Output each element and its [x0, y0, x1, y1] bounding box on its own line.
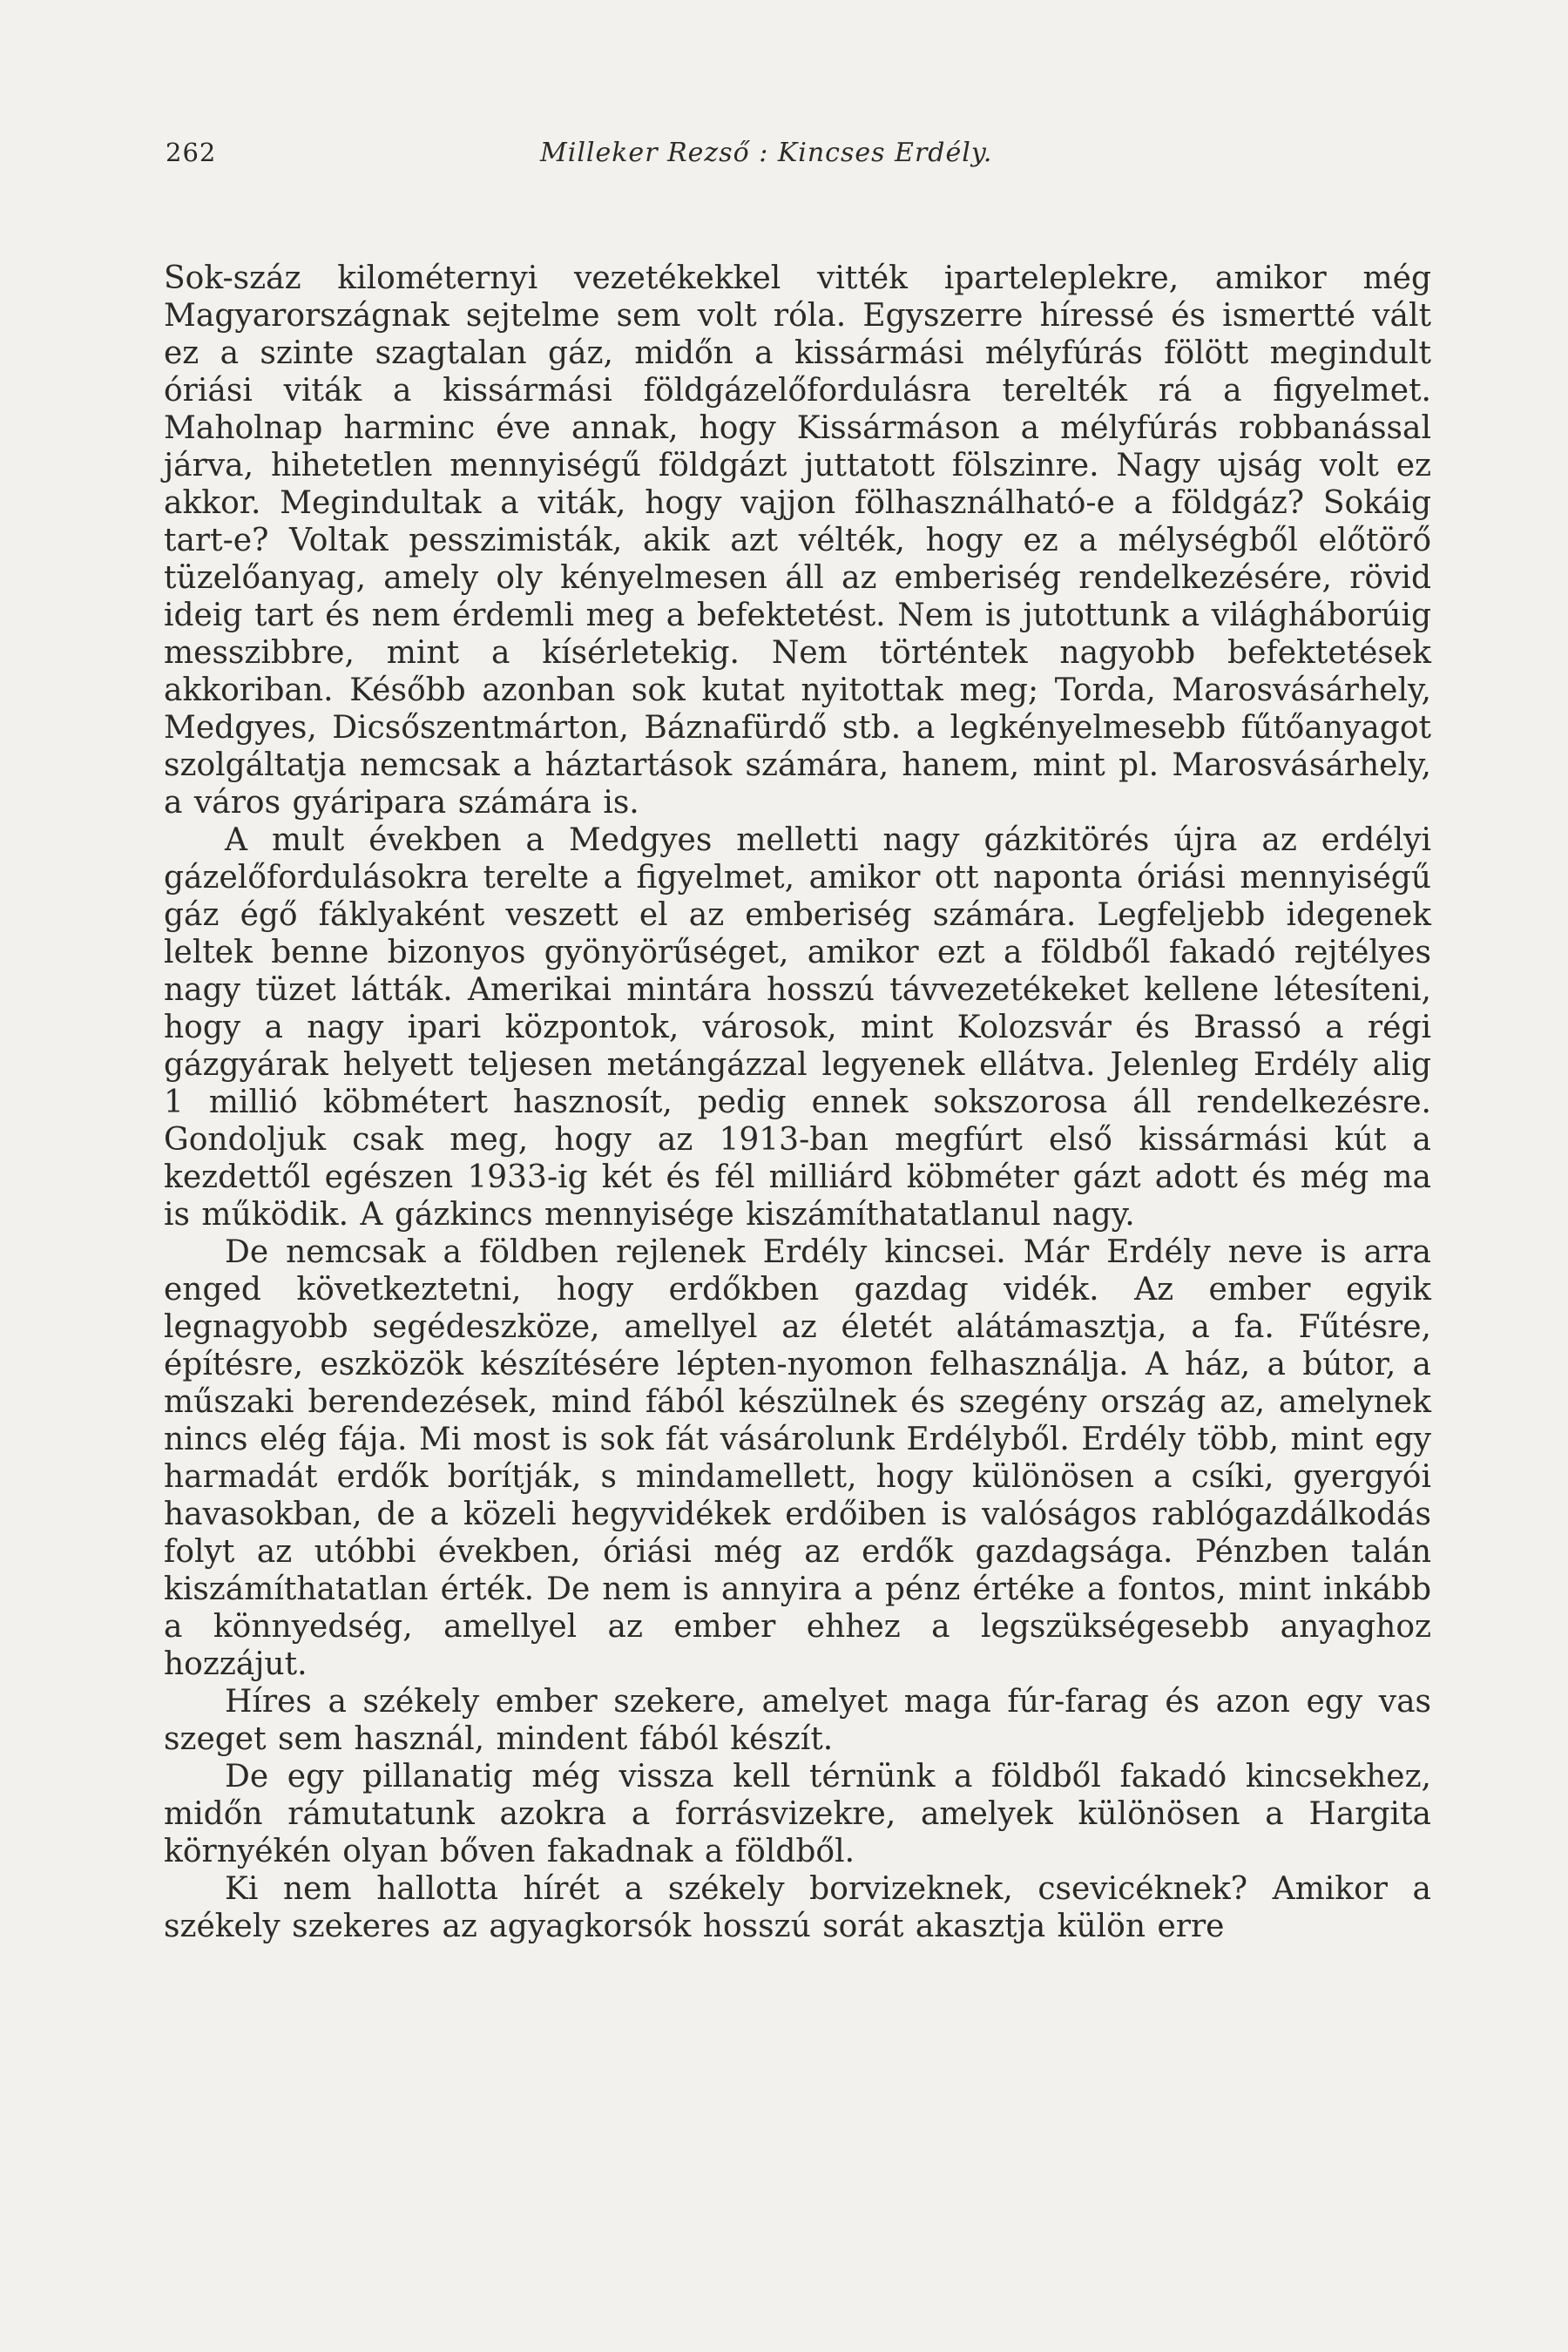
paragraph-5: De egy pillanatig még vissza kell térnünk a földből fakadó kincsekhez, midőn rámutatunk azokra a forrásvizekre, amelyek különösen a Hargita környékén olyan bőven fakadnak a földből.	[164, 1759, 1431, 1869]
page-header	[166, 138, 1437, 181]
running-title: Milleker Rezső : Kincses Erdély.	[540, 138, 993, 168]
paragraph-2: A mult években a Medgyes melletti nagy gázkitörés újra az erdélyi gázelőfordulásokra terelte a figyelmet, amikor ott naponta óriási mennyiségű gáz égő fáklyaként veszett el az emberiség számára. Legfeljebb idegenek leltek benne bizonyos gyönyörűséget, amikor ezt a földből fakadó rejtélyes nagy tüzet látták. Amerikai mintára hosszú távvezetékeket kellene létesíteni, hogy a nagy ipari központok, városok, mint Kolozsvár és Brassó a régi gázgyárak helyett teljesen metángázzal legyenek ellátva. Jelenleg Erdély alig 1 millió köbmétert hasznosít, pedig ennek sokszorosa áll rendelkezésre. Gondoljuk csak meg, hogy az 1913-ban megfúrt első kissármási kút a kezdettől egészen 1933-ig két és fél milliárd köbméter gázt adott és még ma is működik. A gázkincs mennyisége kiszámíthatatlanul nagy.	[164, 822, 1431, 1233]
paragraph-4: Híres a székely ember szekere, amelyet maga fúr-farag és azon egy vas szeget sem használ, mindent fából készít.	[164, 1684, 1431, 1757]
body-text	[164, 260, 1431, 1945]
paragraph-1: Sok-száz kilométernyi vezetékekkel vitték iparteleplekre, amikor még Magyarországnak sejtelme sem volt róla. Egyszerre híressé és ismertté vált ez a szinte szagtalan gáz, midőn a kissármási mélyfúrás fölött megindult óriási viták a kissármási földgázelőfordulásra terelték rá a figyelmet. Maholnap harminc éve annak, hogy Kissármáson a mélyfúrás robbanással járva, hihetetlen mennyiségű földgázt juttatott fölszinre. Nagy ujság volt ez akkor. Megindultak a viták, hogy vajjon fölhasználható-e a földgáz? Sokáig tart-e? Voltak pesszimisták, akik azt vélték, hogy ez a mélységből előtörő tüzelőanyag, amely oly kényelmesen áll az emberiség rendelkezésére, rövid ideig tart és nem érdemli meg a befektetést. Nem is jutottunk a világháborúig messzibbre, mint a kísérletekig. Nem történtek nagyobb befektetések akkoriban. Később azonban sok kutat nyitottak meg; Torda, Marosvásárhely, Medgyes, Dicsőszentmárton, Báznafürdő stb. a legkényelmesebb fűtőanyagot szolgáltatja nemcsak a háztartások számára, hanem, mint pl. Marosvásárhely, a város gyáripara számára is.	[164, 260, 1431, 821]
page-number: 262	[166, 138, 217, 167]
paragraph-3: De nemcsak a földben rejlenek Erdély kincsei. Már Erdély neve is arra enged következtetni, hogy erdőkben gazdag vidék. Az ember egyik legnagyobb segédeszköze, amellyel az életét alátámasztja, a fa. Fűtésre, építésre, eszközök készítésére lépten-nyomon felhasználja. A ház, a bútor, a műszaki berendezések, mind fából készülnek és szegény ország az, amelynek nincs elég fája. Mi most is sok fát vásárolunk Erdélyből. Erdély több, mint egy harmadát erdők borítják, s mindamellett, hogy különösen a csíki, gyergyói havasokban, de a közeli hegyvidékek erdőiben is valóságos rablógazdálkodás folyt az utóbbi években, óriási még az erdők gazdagsága. Pénzben talán kiszámíthatatlan érték. De nem is annyira a pénz értéke a fontos, mint inkább a könnyedség, amellyel az ember ehhez a legszükségesebb anyaghoz hozzájut.	[164, 1234, 1431, 1682]
paragraph-6: Ki nem hallotta hírét a székely borvizeknek, csevicéknek? Amikor a székely szekeres az agyagkorsók hosszú sorát akasztja külön erre	[164, 1871, 1431, 1944]
